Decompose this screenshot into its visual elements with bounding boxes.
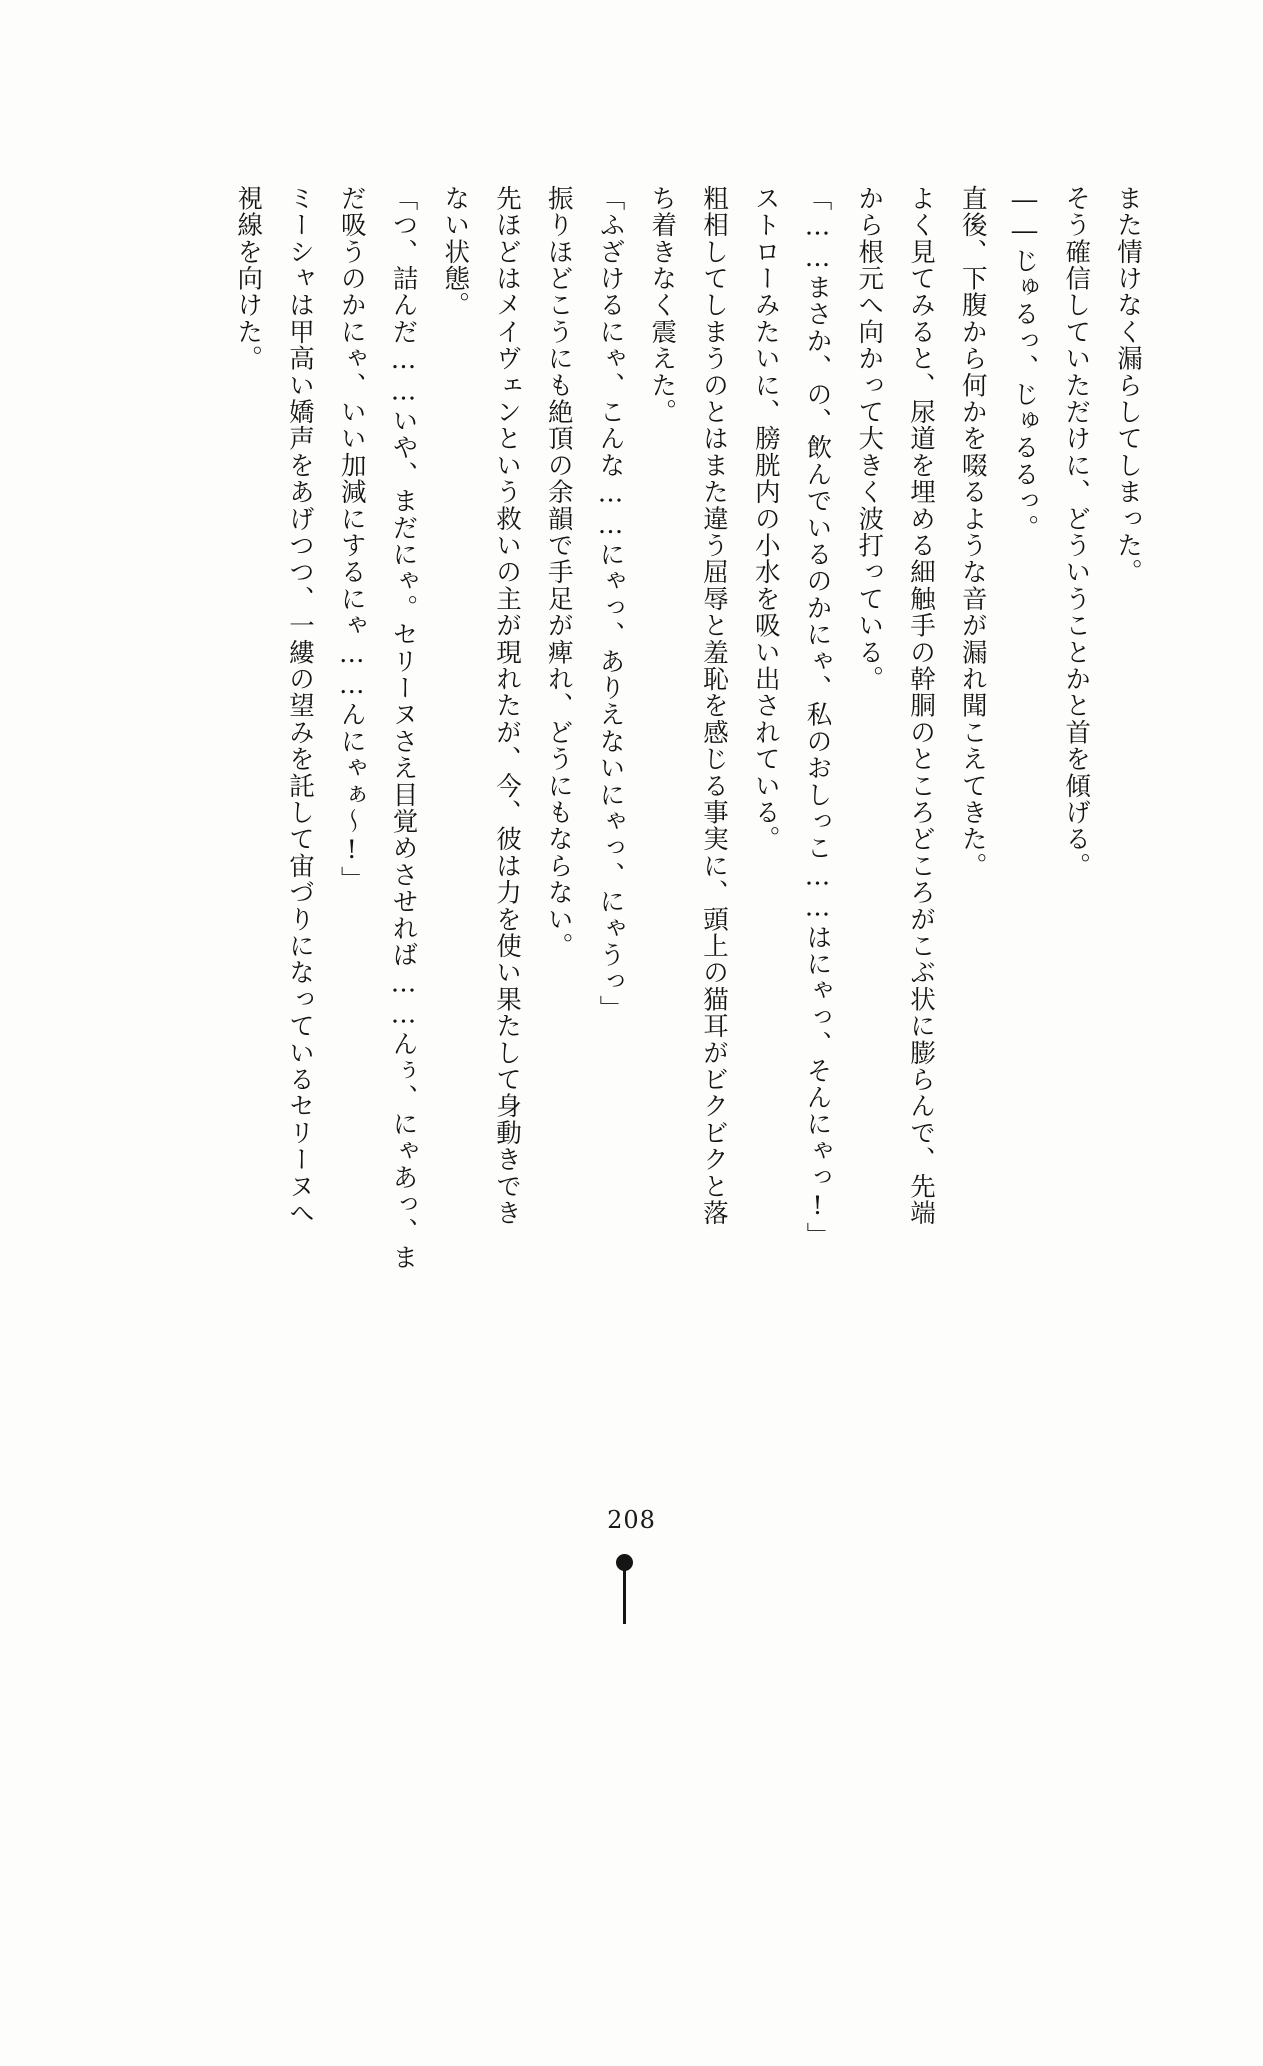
body-line: ミーシャは甲高い嬌声をあげつつ、一縷の望みを託して宙づりになっているセリーヌへ — [285, 185, 315, 1227]
body-line: 粗相してしまうのとはまた違う屈辱と羞恥を感じる事実に、頭上の猫耳がビクビクと落 — [699, 185, 729, 1227]
body-line: 先ほどはメイヴェンという救いの主が現れたが、今、彼は力を使い果たして身動きでき — [492, 185, 522, 1227]
body-line: よく見てみると、尿道を埋める細触手の幹胴のところどころがこぶ状に膨らんで、先端 — [906, 185, 936, 1227]
body-line: また情けなく漏らしてしまった。 — [1113, 185, 1143, 586]
body-line: 「……まさか、の、飲んでいるのかにゃ、私のおしっこ……はにゃっ、そんにゃっ!」 — [802, 185, 833, 1249]
body-line: ち着きなく震えた。 — [647, 185, 678, 426]
body-line: そう確信していただけに、どういうことかと首を傾げる。 — [1061, 185, 1092, 880]
body-line: ――じゅるっ、じゅるるっ。 — [1009, 185, 1040, 542]
body-line: 「つ、詰んだ……いや、まだにゃ。セリーヌさえ目覚めさせれば……んぅ、にゃあっ、ま — [388, 185, 419, 1271]
body-line: 視線を向けた。 — [233, 185, 264, 372]
body-line: ない状態。 — [440, 185, 471, 319]
page-body-text — [233, 185, 1153, 1335]
page-number: 208 — [607, 1506, 656, 1534]
body-line: 振りほどこうにも絶頂の余韻で手足が痺れ、どうにもならない。 — [543, 185, 574, 960]
body-line: から根元へ向かって大きく波打っている。 — [854, 185, 885, 693]
body-line: ストローみたいに、膀胱内の小水を吸い出されている。 — [750, 185, 781, 853]
footer-ornament-icon — [602, 1554, 662, 1624]
footer-stem-icon — [623, 1568, 626, 1624]
body-line: だ吸うのかにゃ、いい加減にするにゃ……んにゃぁ～!」 — [336, 185, 367, 893]
body-line: 「ふざけるにゃ、こんな……にゃっ、ありえないにゃっ、にゃうっ」 — [595, 185, 626, 1022]
body-line: 直後、下腹から何かを啜るような音が漏れ聞こえてきた。 — [957, 185, 988, 880]
